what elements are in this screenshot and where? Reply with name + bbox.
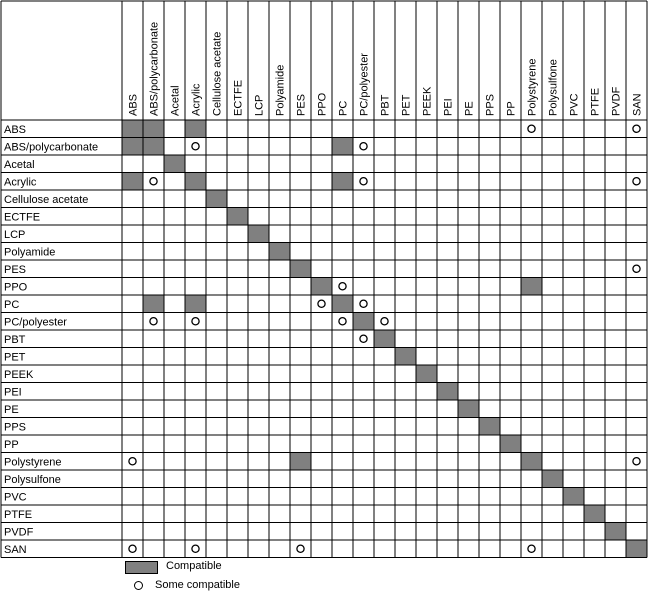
column-label: PVC xyxy=(568,93,581,116)
legend-compatible-swatch xyxy=(125,561,158,574)
column-label: LCP xyxy=(253,94,266,116)
compatible-cell xyxy=(185,120,206,138)
some-compatible-mark xyxy=(633,178,640,185)
some-compatible-mark xyxy=(633,265,640,272)
some-compatible-mark xyxy=(633,125,640,132)
compatible-cell xyxy=(143,138,164,156)
compatible-cell xyxy=(563,488,584,506)
compatible-cell xyxy=(143,295,164,313)
some-compatible-mark xyxy=(150,178,157,185)
column-label: PVDF xyxy=(610,86,623,116)
row-label: Cellulose acetate xyxy=(4,193,89,206)
compatible-cell xyxy=(122,120,143,138)
some-compatible-mark xyxy=(360,300,367,307)
compatible-cell xyxy=(353,313,374,331)
compatible-cell xyxy=(332,173,353,191)
column-label: ECTFE xyxy=(232,79,245,116)
column-label: PC/polyester xyxy=(358,53,371,116)
row-label: LCP xyxy=(4,228,26,241)
column-label: Polystyrene xyxy=(526,58,539,116)
compatible-cell xyxy=(395,348,416,366)
compatible-cell xyxy=(290,260,311,278)
some-compatible-mark xyxy=(633,458,640,465)
row-label: PVC xyxy=(4,491,27,504)
some-compatible-mark xyxy=(129,545,136,552)
compatible-cell xyxy=(458,400,479,418)
row-label: Acetal xyxy=(4,158,35,171)
row-label: PC xyxy=(4,298,20,311)
compatible-cell xyxy=(374,330,395,348)
compatible-cell xyxy=(185,173,206,191)
compatible-cell xyxy=(185,295,206,313)
compatible-cell xyxy=(521,278,542,296)
column-label: ABS/polycarbonate xyxy=(148,21,161,116)
compatible-cell xyxy=(521,453,542,471)
row-label: PE xyxy=(4,403,19,416)
compatible-cell xyxy=(437,383,458,401)
some-compatible-mark xyxy=(192,545,199,552)
some-compatible-mark xyxy=(360,335,367,342)
legend-some-compatible-symbol xyxy=(134,581,143,590)
some-compatible-mark xyxy=(129,458,136,465)
row-label: PPO xyxy=(4,281,28,294)
column-label: PET xyxy=(400,94,413,116)
compatible-cell xyxy=(164,155,185,173)
some-compatible-mark xyxy=(360,178,367,185)
row-label: PET xyxy=(4,351,26,364)
row-label: ABS xyxy=(4,123,27,136)
row-label: Acrylic xyxy=(4,176,37,189)
compatible-cell xyxy=(479,418,500,436)
column-label: ABS xyxy=(127,93,140,116)
some-compatible-mark xyxy=(528,545,535,552)
compatible-cell xyxy=(584,505,605,523)
row-label: Polyamide xyxy=(4,246,56,259)
compatible-cell xyxy=(290,453,311,471)
column-label: Polyamide xyxy=(274,64,287,116)
column-label: SAN xyxy=(631,93,644,116)
row-label: PVDF xyxy=(4,526,34,539)
some-compatible-mark xyxy=(528,125,535,132)
legend-some-compatible-label: Some compatible xyxy=(155,579,240,591)
compatible-cell xyxy=(227,208,248,226)
compatible-cell xyxy=(311,278,332,296)
column-label: Acrylic xyxy=(190,83,203,116)
legend-compatible-label: Compatible xyxy=(166,560,222,572)
some-compatible-mark xyxy=(381,318,388,325)
column-label: PBT xyxy=(379,94,392,116)
column-label: Cellulose acetate xyxy=(211,31,224,116)
row-label: PC/polyester xyxy=(4,316,67,329)
row-label: ABS/polycarbonate xyxy=(4,141,99,154)
some-compatible-mark xyxy=(360,143,367,150)
column-label: PEEK xyxy=(421,86,434,116)
row-label: PEEK xyxy=(4,368,34,381)
compatible-cell xyxy=(206,190,227,208)
row-label: SAN xyxy=(4,543,27,556)
compatible-cell xyxy=(605,523,626,541)
some-compatible-mark xyxy=(339,318,346,325)
row-label: PPS xyxy=(4,421,27,434)
compatible-cell xyxy=(248,225,269,243)
compatible-cell xyxy=(332,295,353,313)
column-label: PEI xyxy=(442,98,455,116)
column-label: PES xyxy=(295,93,308,116)
compatible-cell xyxy=(500,435,521,453)
row-label: Polystyrene xyxy=(4,456,62,469)
column-label: Polysulfone xyxy=(547,59,560,116)
some-compatible-mark xyxy=(150,318,157,325)
some-compatible-mark xyxy=(339,283,346,290)
row-label: PP xyxy=(4,438,19,451)
row-label: PEI xyxy=(4,386,22,399)
some-compatible-mark xyxy=(297,545,304,552)
some-compatible-mark xyxy=(192,143,199,150)
compatible-cell xyxy=(122,173,143,191)
row-label: PTFE xyxy=(4,508,33,521)
compatible-cell xyxy=(626,540,647,558)
column-label: PE xyxy=(463,101,476,116)
compatible-cell xyxy=(542,470,563,488)
some-compatible-mark xyxy=(318,300,325,307)
compatible-cell xyxy=(332,138,353,156)
compatible-cell xyxy=(143,120,164,138)
row-label: PES xyxy=(4,263,27,276)
column-label: PTFE xyxy=(589,87,602,116)
compatible-cell xyxy=(416,365,437,383)
row-label: ECTFE xyxy=(4,211,41,224)
column-label: PPS xyxy=(484,93,497,116)
compatible-cell xyxy=(122,138,143,156)
some-compatible-mark xyxy=(192,318,199,325)
compatible-cell xyxy=(269,243,290,261)
row-label: Polysulfone xyxy=(4,473,61,486)
column-label: PP xyxy=(505,101,518,116)
row-label: PBT xyxy=(4,333,26,346)
column-label: PPO xyxy=(316,92,329,116)
column-label: PC xyxy=(337,100,350,116)
column-label: Acetal xyxy=(169,85,182,116)
